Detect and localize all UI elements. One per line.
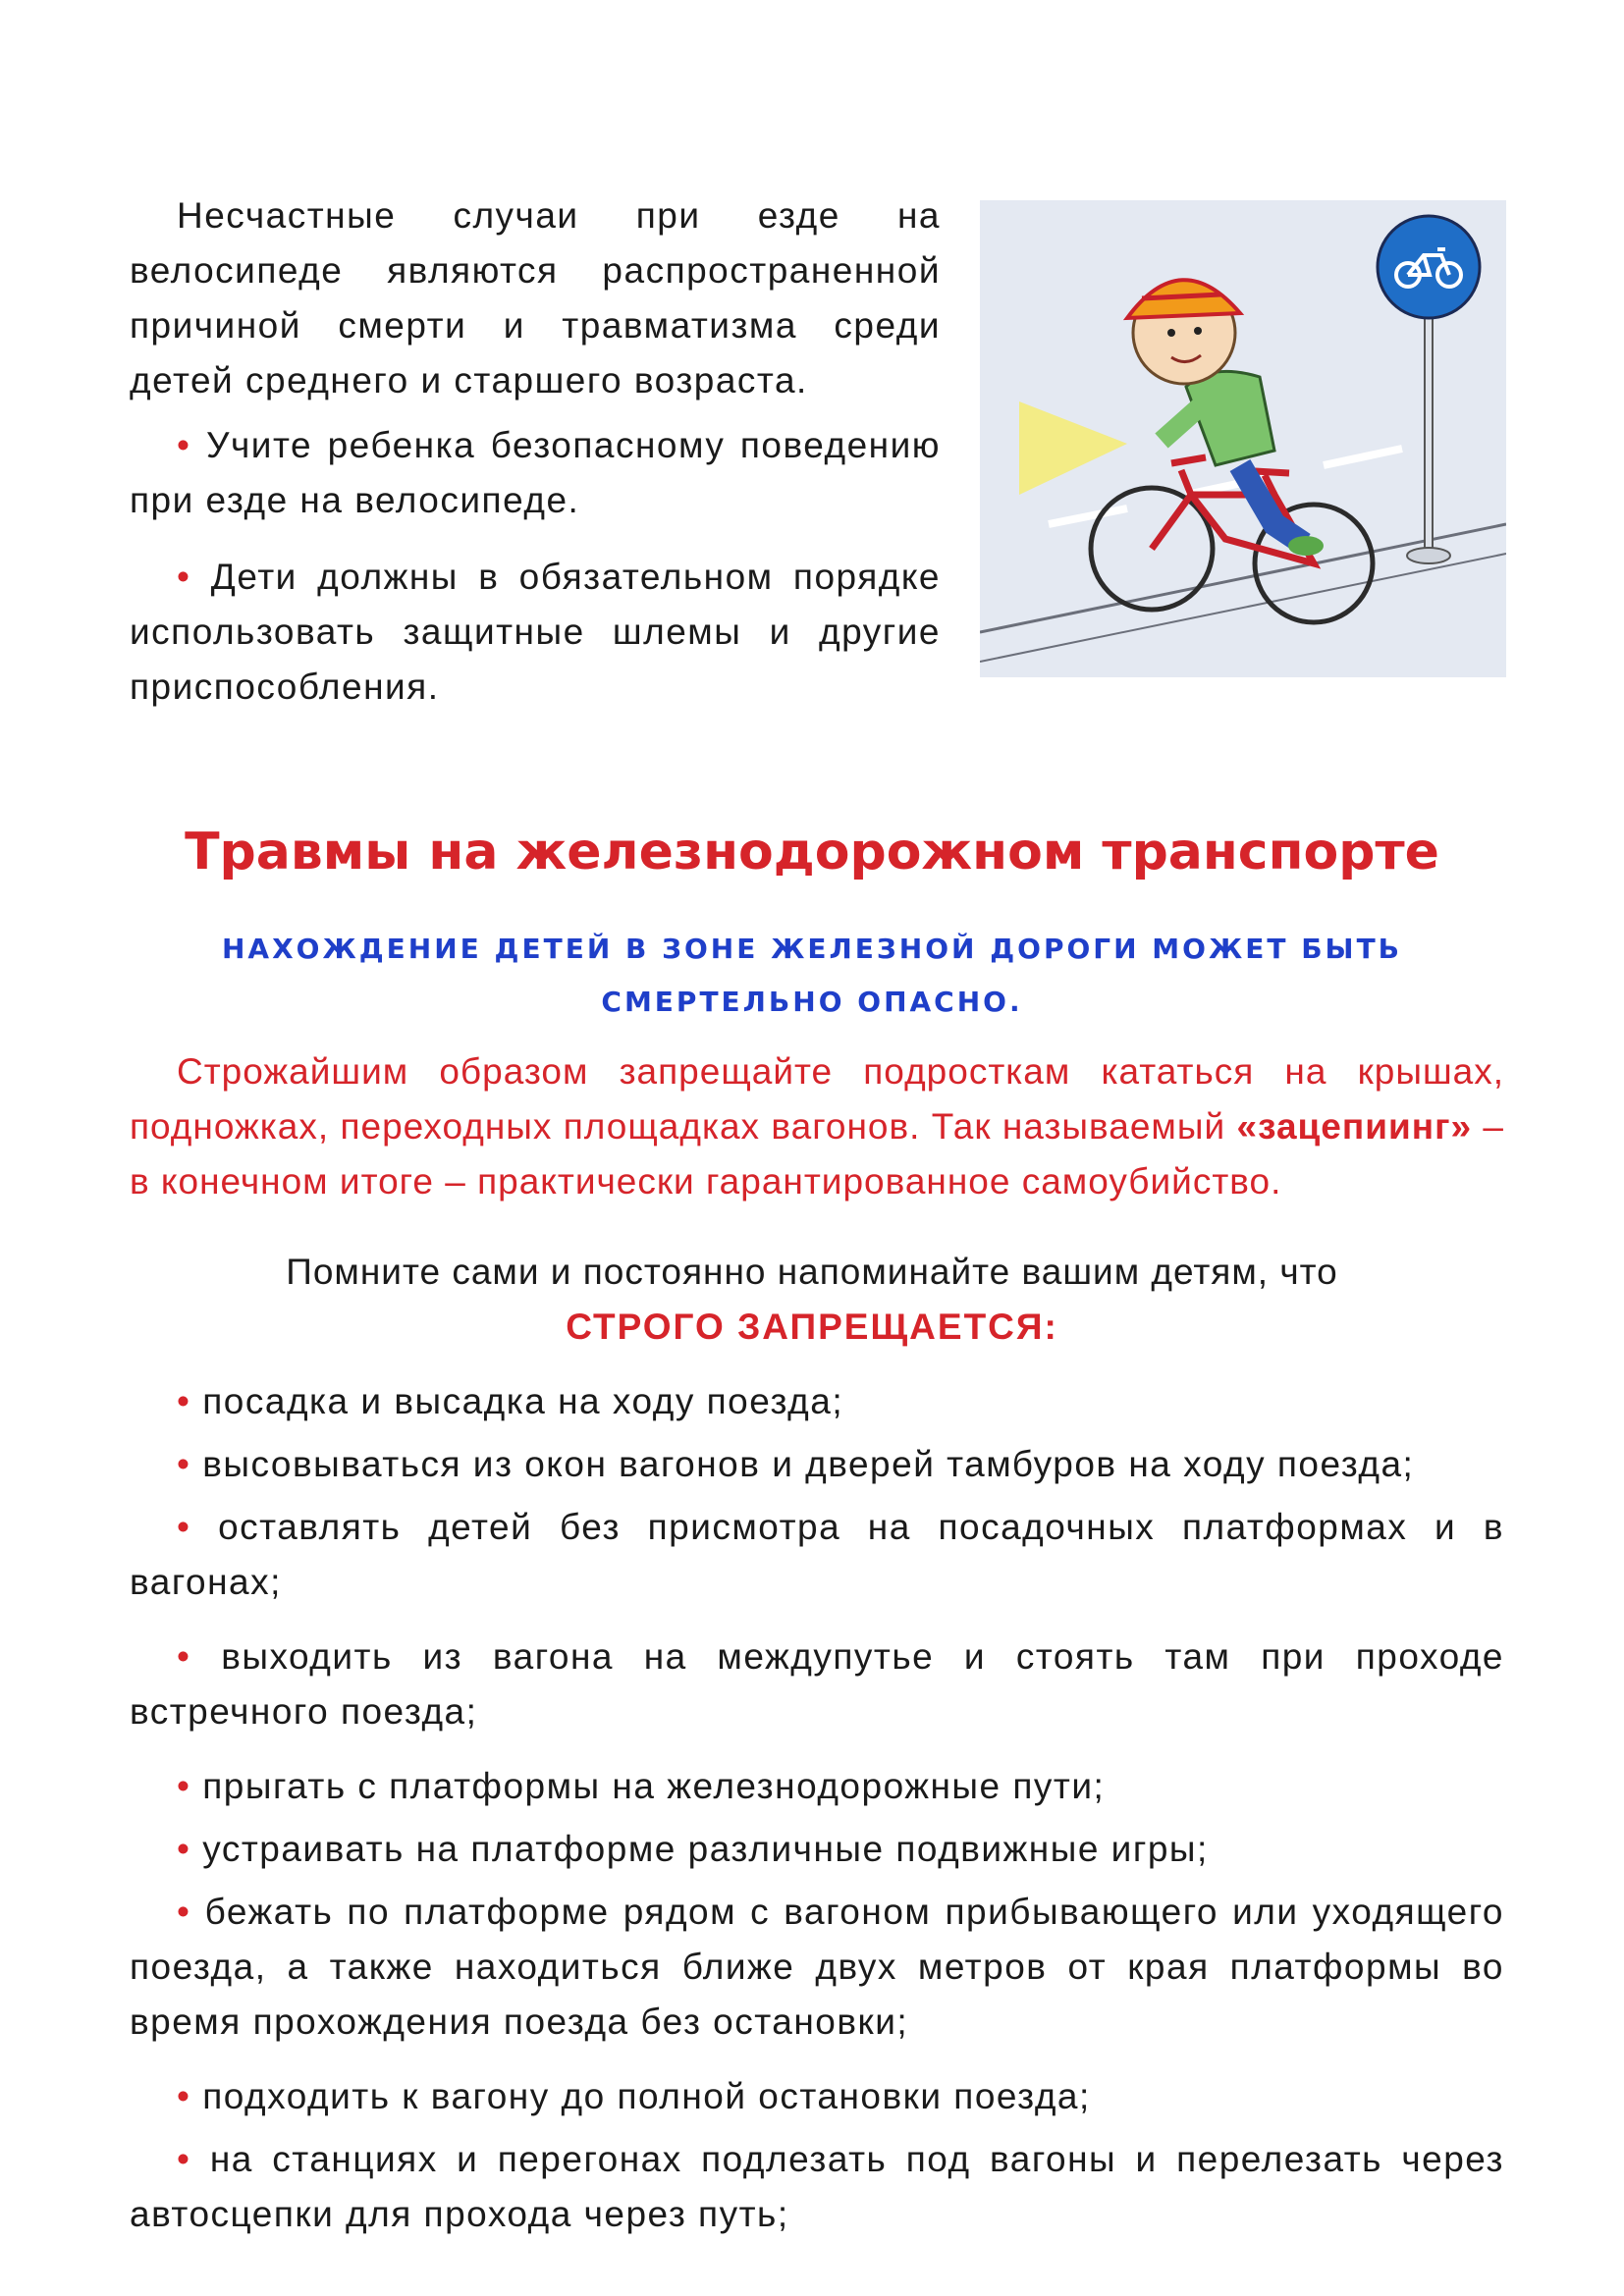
- rail-subheading: НАХОЖДЕНИЕ ДЕТЕЙ В ЗОНЕ ЖЕЛЕЗНОЙ ДОРОГИ МОЖЕТ БЫТЬ СМЕРТЕЛЬНО ОПАСНО.: [221, 933, 1403, 1018]
- list-item: • подходить к вагону до полной остановки поезда;: [177, 2076, 1091, 2116]
- bullet-icon: •: [177, 1766, 191, 1806]
- list-item: • прыгать с платформы на железнодорожные пути;: [177, 1766, 1106, 1806]
- bullet-icon: •: [177, 1507, 191, 1547]
- list-item: • оставлять детей без присмотра на посадочных платформах и в вагонах;: [130, 1507, 1504, 1602]
- bullet-icon: •: [177, 1381, 191, 1421]
- warning-text: Строжайшим образом запрещайте подросткам кататься на крышах, подножках, переходных площадках вагонов. Так называемый: [130, 1051, 1504, 1147]
- forbidden-heading: СТРОГО ЗАПРЕЩАЕТСЯ:: [566, 1307, 1058, 1347]
- intro-bullet-2: [130, 550, 941, 715]
- list-item: • на станциях и перегонах подлезать под вагоны и перелезать через автосцепки для прохода через путь;: [130, 2139, 1504, 2234]
- warning-paragraph: [130, 1044, 1504, 1209]
- reminder-line: Помните сами и постоянно напоминайте вашим детям, что: [286, 1252, 1338, 1292]
- list-item: • высовываться из окон вагонов и дверей тамбуров на ходу поезда;: [177, 1444, 1415, 1484]
- bullet-icon: •: [177, 425, 191, 465]
- list-item: • выходить из вагона на междупутье и стоять там при проходе встречного поезда;: [130, 1636, 1504, 1732]
- bullet-icon: •: [177, 1829, 191, 1869]
- rail-heading: Травмы на железнодорожном транспорте: [185, 823, 1439, 881]
- list-item: • устраивать на платформе различные подвижные игры;: [177, 1829, 1209, 1869]
- bullet-icon: •: [177, 557, 191, 597]
- warning-text-end: – в конечном итоге – практически гарантированное самоубийство.: [130, 1106, 1505, 1201]
- intro-bullet-text: Дети должны в обязательном порядке использовать защитные шлемы и другие приспособления.: [130, 557, 941, 707]
- bullet-icon: •: [177, 2076, 191, 2116]
- forbidden-list: [130, 1374, 1504, 2242]
- list-item: • посадка и высадка на ходу поезда;: [177, 1381, 844, 1421]
- intro-bullet-text: Учите ребенка безопасному поведению при езде на велосипеде.: [130, 425, 941, 520]
- intro-bullet-1: [130, 418, 941, 528]
- bullet-icon: •: [177, 1636, 191, 1677]
- bullet-icon: •: [177, 1892, 191, 1932]
- intro-paragraph: Несчастные случаи при езде на велосипеде являются распространенной причиной смерти и травматизма среди детей среднего и старшего возраста.: [130, 195, 941, 400]
- warning-term: «зацепиинг»: [1236, 1106, 1473, 1147]
- intro-section: [130, 188, 941, 715]
- bullet-icon: •: [177, 1444, 191, 1484]
- cyclist-illustration: [980, 200, 1506, 677]
- bullet-icon: •: [177, 2139, 191, 2179]
- list-item: • бежать по платформе рядом с вагоном прибывающего или уходящего поезда, а также находиться ближе двух метров от края платформы во время прохождения поезда без остановки;: [130, 1892, 1504, 2042]
